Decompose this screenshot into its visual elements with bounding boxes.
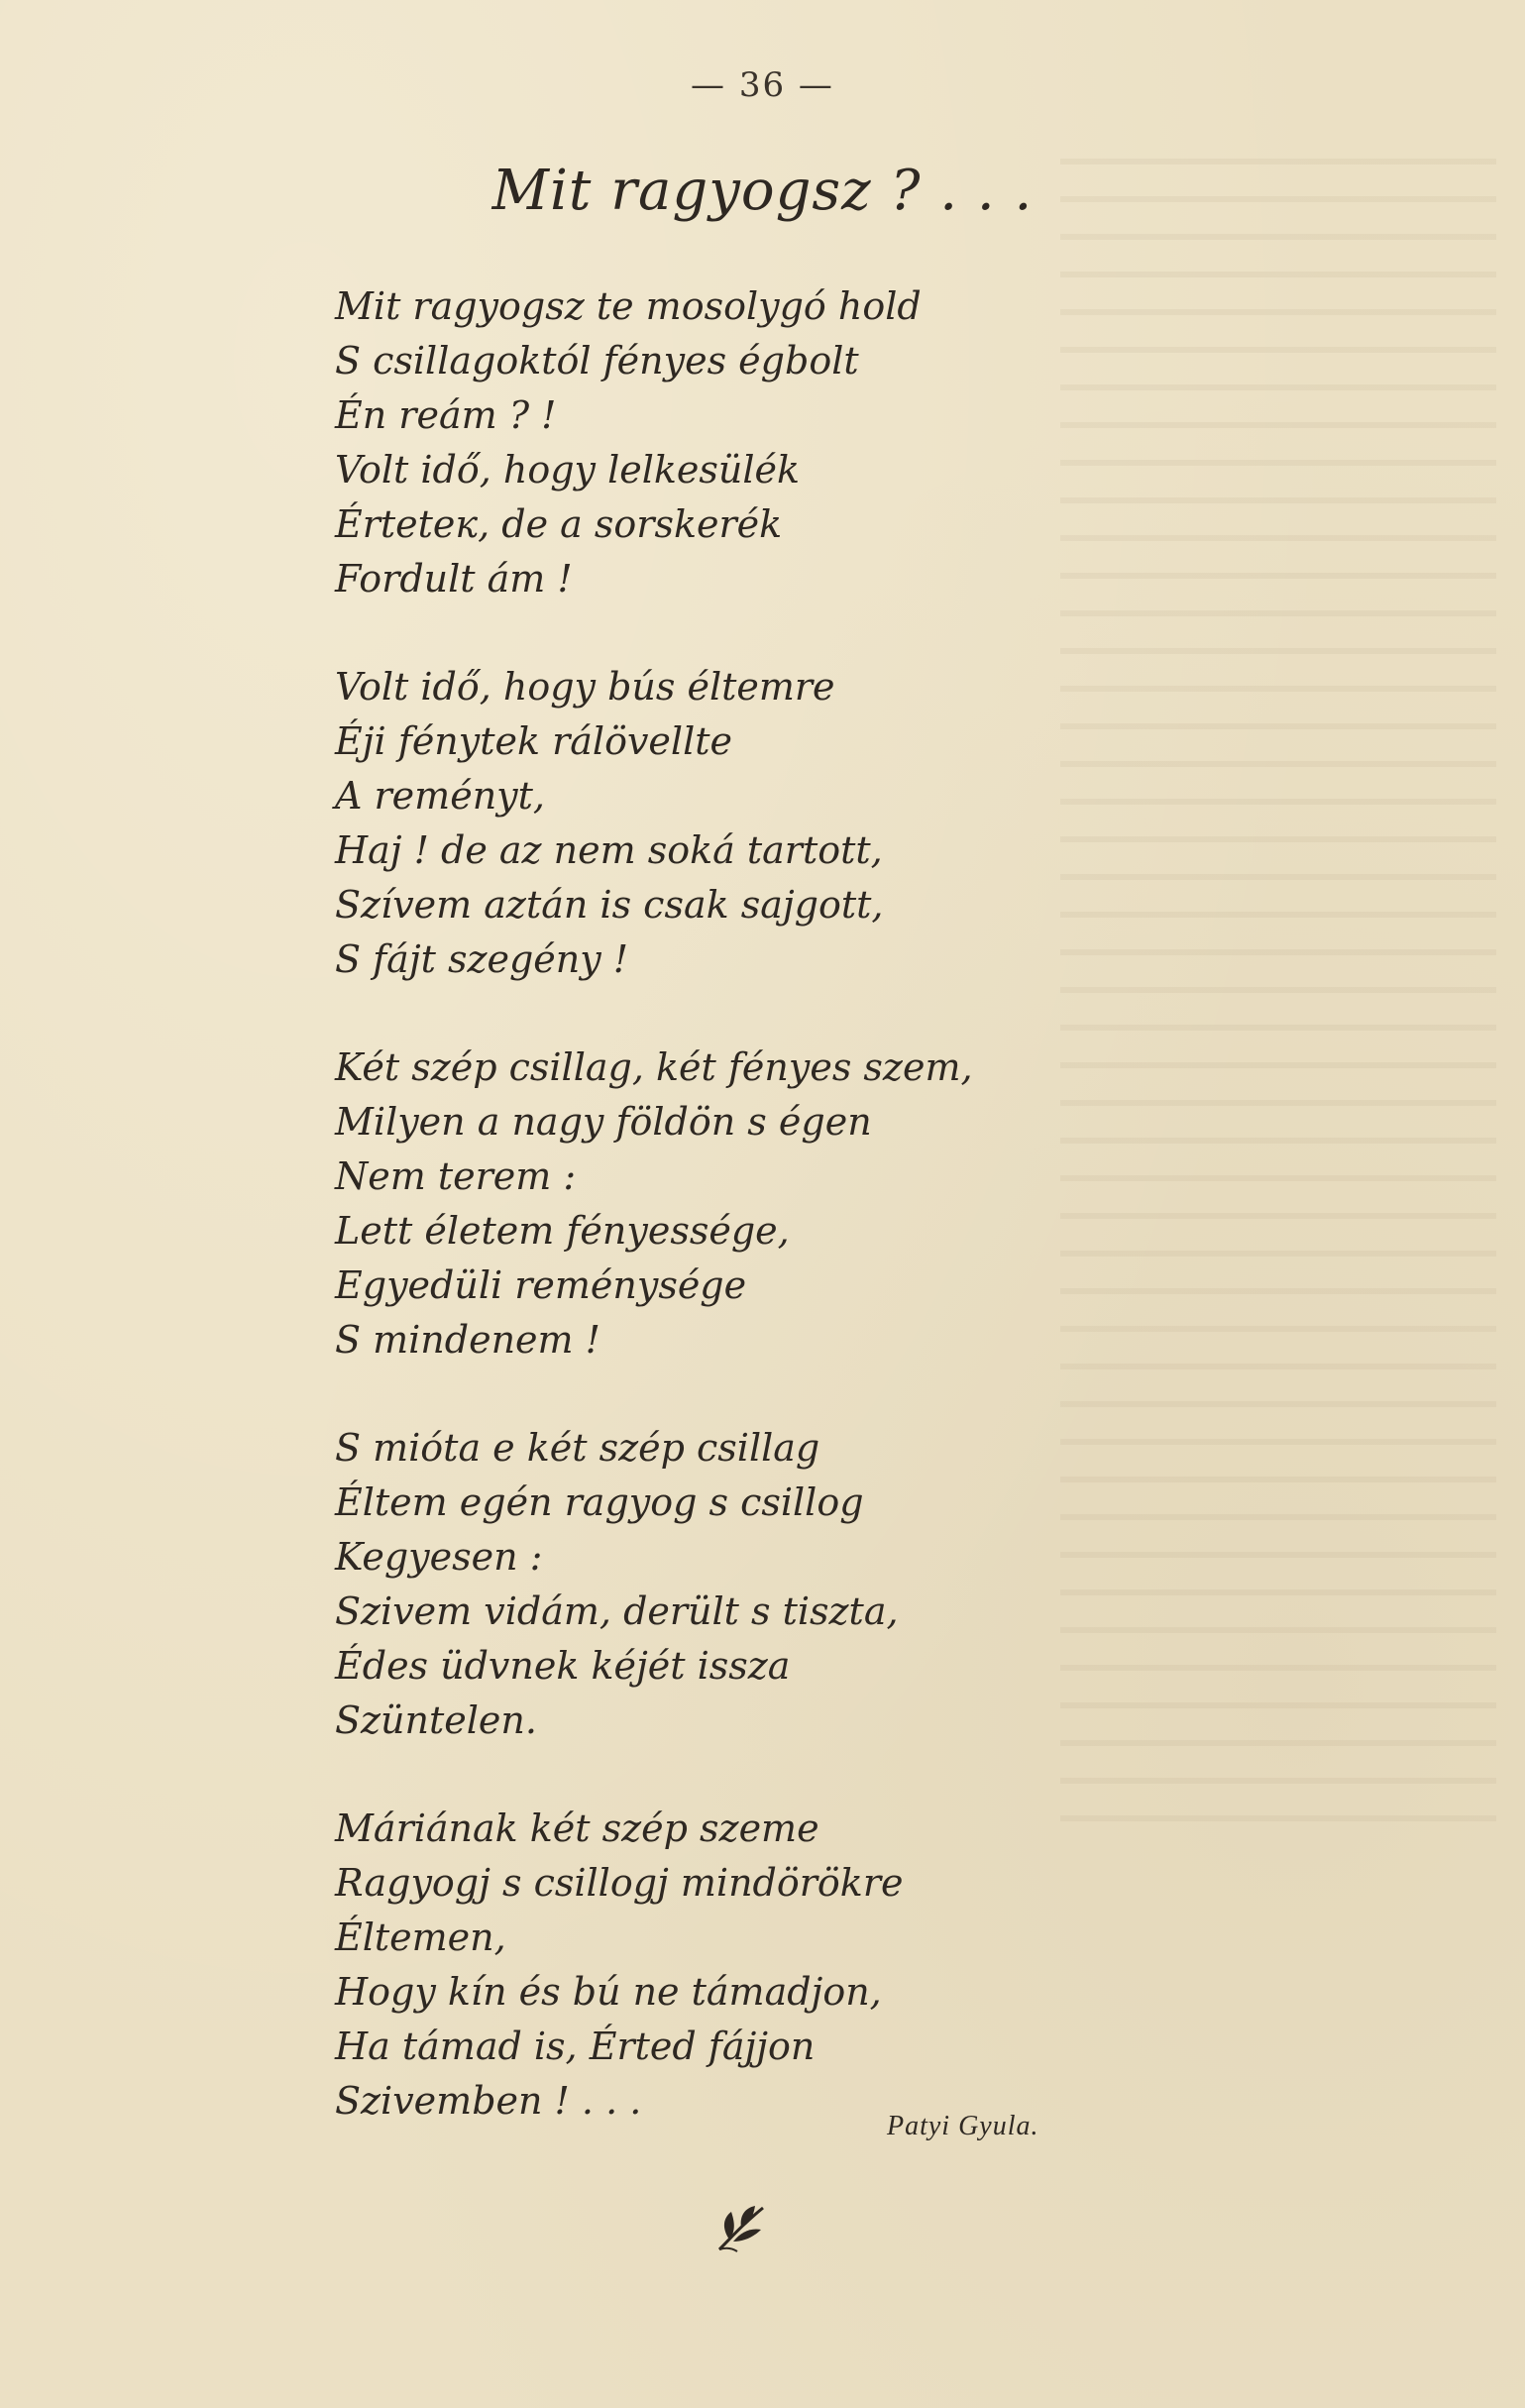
poem-line: Máriának két szép szeme <box>335 1806 819 1850</box>
poem-line: Ha támad is, Érted fájjon <box>335 2025 816 2068</box>
poem-line: A reményt, <box>335 774 545 818</box>
poem-line: Hogy kín és bú ne támadjon, <box>335 1970 882 2014</box>
poem-line: Két szép csillag, két fényes szem, <box>335 1045 973 1089</box>
stanza-5 <box>335 1802 1128 2129</box>
poem-body <box>335 279 1128 2182</box>
stanza-1 <box>335 279 1128 606</box>
poem-line: Édes üdvnek kéjét issza <box>335 1644 791 1688</box>
stanza-2 <box>335 660 1128 987</box>
page-number: — 36 — <box>691 65 834 105</box>
poem-line: Kegyesen : <box>335 1535 543 1579</box>
poem-line: Lett életem fényessége, <box>335 1209 790 1253</box>
poem-line: Éltemen, <box>335 1915 506 1959</box>
poem-line: Haj ! de az nem soká tartott, <box>335 828 883 872</box>
poem-line: Érteteк, de a sorskerék <box>335 502 783 546</box>
author-signature: Patyi Gyula. <box>887 2111 1039 2141</box>
stanza-4 <box>335 1421 1128 1748</box>
poem-line: Szivem vidám, derült s tiszta, <box>335 1589 899 1633</box>
poem-line: Fordult ám ! <box>335 557 573 601</box>
poem-line: Volt idő, hogy lelkesülék <box>335 448 801 492</box>
poem-line: Egyedüli reménysége <box>335 1263 747 1307</box>
poem-line: Milyen a nagy földön s égen <box>335 1100 872 1144</box>
poem-line: Én reám ? ! <box>335 393 557 437</box>
poem-line: S fájt szegény ! <box>335 937 629 981</box>
poem-line: S mindenem ! <box>335 1318 600 1362</box>
poem-line: Ragyogj s csillogj mindörökre <box>335 1861 904 1905</box>
stanza-3 <box>335 1040 1128 1368</box>
poem-line: Szívem aztán is csak sajgott, <box>335 883 884 927</box>
poem-line: S csillagoktól fényes égbolt <box>335 339 859 383</box>
poem-line: Szüntelen. <box>335 1698 537 1742</box>
poem-line: S mióta e két szép csillag <box>335 1426 820 1470</box>
poem-title: Mit ragyogsz ? . . . <box>491 159 1034 223</box>
poem-line: Éltem egén ragyog s csillog <box>335 1480 864 1524</box>
poem-line: Volt idő, hogy bús éltemre <box>335 665 835 709</box>
leaf-ornament-icon <box>711 2198 771 2257</box>
poem-line: Mit ragyogsz te mosolygó hold <box>335 284 922 328</box>
poem-line: Éji fénytek rálövellte <box>335 719 732 763</box>
poem-line: Szivemben ! . . . <box>335 2079 642 2123</box>
poem-line: Nem terem : <box>335 1154 577 1198</box>
